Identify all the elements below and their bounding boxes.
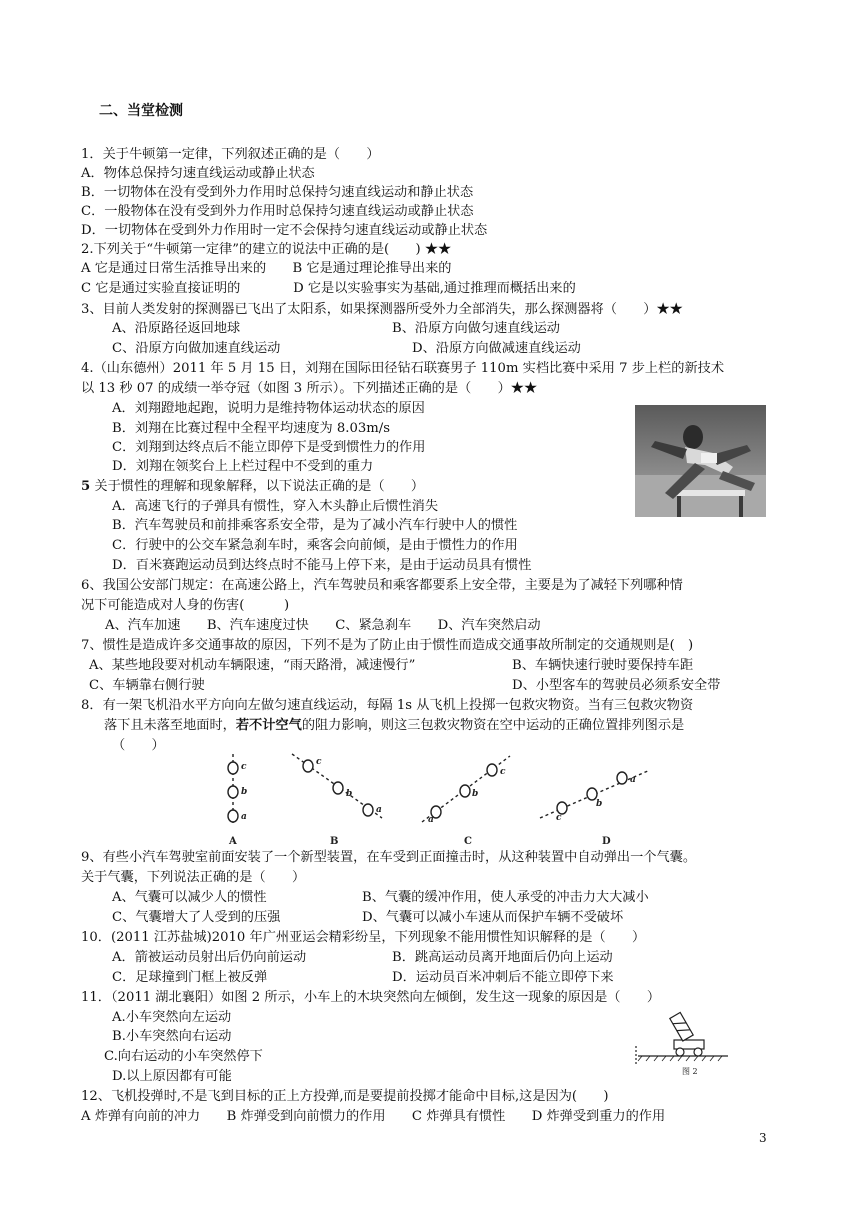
q8-A-point-label-a: a	[241, 812, 247, 822]
q5-stem-line	[81, 477, 424, 496]
q5-option-b: B．汽车驾驶员和前排乘客系安全带，是为了减小汽车行驶中人的惯性	[112, 518, 518, 533]
q12-options: A 炸弹有向前的冲力 B 炸弹受到向前惯力的作用 C 炸弹具有惯性 D 炸弹受到重力的作用	[81, 1109, 666, 1124]
q4-stem-line1: 4.（山东德州）2011 年 5 月 15 日，刘翔在国际田径钻石联赛男子 110m 实档比赛中采用 7 步上栏的新技术	[81, 361, 725, 376]
q7-option-d: D、小型客车的驾驶员必须系安全带	[512, 678, 721, 693]
q8-figure-label-b: B	[330, 836, 339, 846]
q9-option-d: D、气囊可以减小车速从而保护车辆不受破坏	[362, 910, 624, 925]
q3-option-a: A、沿原路径返回地球	[112, 321, 241, 336]
q4-option-c: C．刘翔到达终点后不能立即停下是受到惯性力的作用	[112, 440, 426, 455]
q8-figure-label-c: C	[464, 836, 472, 846]
q8-D-point-label-b: b	[596, 799, 603, 809]
q1-option-c: C．一般物体在没有受到外力作用时总保持匀速直线运动或静止状态	[81, 204, 474, 219]
q8-stem-part1: 落下且未落至地面时，	[104, 718, 236, 733]
q9-stem-line2: 关于气囊，下列说法正确的是（ ）	[81, 870, 306, 885]
q9-option-c: C、气囊增大了人受到的压强	[112, 910, 281, 925]
q4-option-a: A．刘翔蹬地起跑，说明力是维持物体运动状态的原因	[112, 401, 425, 416]
q1-option-b: B．一切物体在没有受到外力作用时总保持匀速直线运动和静止状态	[81, 185, 474, 200]
q4-option-b: B．刘翔在比赛过程中全程平均速度为 8.03m/s	[112, 421, 390, 436]
q7-option-c: C、车辆靠右侧行驶	[89, 678, 205, 693]
q1-option-d: D．一切物体在受到外力作用时一定不会保持匀速直线运动或静止状态	[81, 223, 488, 238]
q12-stem: 12、飞机投弹时,不是飞到目标的正上方投弹,而是要提前投掷才能命中目标,这是因为( )	[81, 1089, 609, 1104]
q5-option-a: A．高速飞行的子弹具有惯性，穿入木头静止后惯性消失	[112, 499, 439, 514]
q8-B-point-label-c: c	[316, 757, 322, 767]
q8-D-point-label-a: a	[630, 775, 636, 785]
q1-option-a: A．物体总保持匀速直线运动或静止状态	[81, 166, 315, 181]
section-title: 二、当堂检测	[99, 103, 183, 119]
q8-B-point-label-a: a	[376, 805, 382, 815]
q11-option-b: B.小车突然向右运动	[112, 1029, 232, 1044]
q11-option-c: C.向右运动的小车突然停下	[104, 1049, 263, 1064]
q3-option-d: D、沿原方向做减速直线运动	[412, 341, 581, 356]
q11-figure-label: 图 2	[682, 1067, 698, 1076]
q1-stem: 1．关于牛顿第一定律，下列叙述正确的是（ ）	[81, 147, 380, 162]
q7-option-a: A、某些地段要对机动车辆限速，“雨天路滑，减速慢行”	[89, 658, 416, 673]
q7-option-b: B、车辆快速行驶时要保持车距	[512, 658, 694, 673]
q5-number: 5	[81, 479, 91, 494]
q8-B-point-label-b: b	[346, 789, 353, 799]
q8-C-point-label-c: c	[500, 767, 506, 777]
q4-stem-line2: 以 13 秒 07 的成绩一举夺冠（如图 3 所示）。下列描述正确的是（ ）★★	[81, 381, 538, 396]
q10-option-a: A．箭被运动员射出后仍向前运动	[112, 950, 307, 965]
q5-stem: 关于惯性的理解和现象解释，以下说法正确的是（ ）	[90, 479, 425, 494]
q11-option-d: D.以上原因都有可能	[112, 1069, 232, 1084]
q5-option-c: C．行驶中的公交车紧急刹车时，乘客会向前倾，是由于惯性力的作用	[112, 538, 518, 553]
q11-option-a: A.小车突然向左运动	[112, 1010, 232, 1025]
q10-stem: 10．(2011 江苏盐城)2010 年广州亚运会精彩纷呈，下列现象不能用惯性知识解释的是（ ）	[81, 930, 646, 945]
q6-options: A、汽车加速 B、汽车速度过快 C、紧急刹车 D、汽车突然启动	[105, 618, 541, 633]
q8-stem-part2: 的阻力影响，则这三包救灾物资在空中运动的正确位置排列图示是	[301, 718, 685, 733]
q8-answer-blank: （ ）	[112, 738, 165, 753]
q8-figure-label-d: D	[602, 836, 611, 846]
q3-stem: 3、目前人类发射的探测器已飞出了太阳系，如果探测器所受外力全部消失，那么探测器将（ ）★★	[81, 302, 683, 317]
q9-stem-line1: 9、有些小汽车驾驶室前面安装了一个新型装置，在车受到正面撞击时，从这种装置中自动弹出一个气囊。	[81, 850, 697, 865]
q11-stem: 11．（2011 湖北襄阳）如图 2 所示，小车上的木块突然向左倾倒，发生这一现象的原因是（ ）	[81, 990, 661, 1005]
q2-options-cd: C 它是通过实验直接证明的 D 它是以实验事实为基础,通过推理而概括出来的	[81, 281, 576, 296]
q4-option-d: D．刘翔在领奖台上上栏过程中不受到的重力	[112, 459, 374, 474]
q7-stem: 7、惯性是造成许多交通事故的原因，下列不是为了防止由于惯性而造成交通事故所制定的交通规则是( )	[81, 638, 694, 653]
q10-option-c: C．足球撞到门框上被反弹	[112, 970, 268, 985]
page-number: 3	[759, 1131, 767, 1145]
q2-stem: 2.下列关于“牛顿第一定律”的建立的说法中正确的是( ) ★★	[81, 242, 452, 257]
q8-figure-label-a: A	[229, 836, 237, 846]
q8-A-point-label-b: b	[241, 787, 248, 797]
q3-option-b: B、沿原方向做匀速直线运动	[392, 321, 560, 336]
q6-stem-line2: 况下可能造成对人身的伤害( )	[81, 598, 290, 613]
q10-option-d: D．运动员百米冲刺后不能立即停下来	[392, 970, 614, 985]
q9-option-b: B、气囊的缓冲作用，使人承受的冲击力大大减小	[362, 890, 649, 905]
q8-stem-bold: 若不计空气	[235, 718, 302, 733]
q11-cart-figure	[632, 1008, 732, 1078]
hurdler-photo	[635, 405, 766, 517]
q8-C-point-label-a: a	[428, 815, 434, 825]
q8-trajectory-figure	[210, 752, 650, 846]
q8-A-point-label-c: c	[241, 762, 247, 772]
q6-stem-line1: 6、我国公安部门规定：在高速公路上，汽车驾驶员和乘客都要系上安全带，主要是为了减轻下列哪种情	[81, 578, 683, 593]
q3-option-c: C、沿原方向做加速直线运动	[112, 341, 281, 356]
q5-option-d: D．百米赛跑运动员到达终点时不能马上停下来，是由于运动员具有惯性	[112, 558, 532, 573]
q2-options-ab: A 它是通过日常生活推导出来的 B 它是通过理论推导出来的	[81, 261, 452, 276]
q8-C-point-label-b: b	[472, 789, 479, 799]
q8-stem-line1: 8．有一架飞机沿水平方向向左做匀速直线运动，每隔 1s 从飞机上投掷一包救灾物资。当有三包救灾物资	[81, 698, 694, 713]
q10-option-b: B．跳高运动员离开地面后仍向上运动	[392, 950, 613, 965]
q9-option-a: A、气囊可以减少人的惯性	[112, 890, 267, 905]
q8-stem-line2	[104, 716, 684, 735]
q8-D-point-label-c: c	[556, 813, 562, 823]
